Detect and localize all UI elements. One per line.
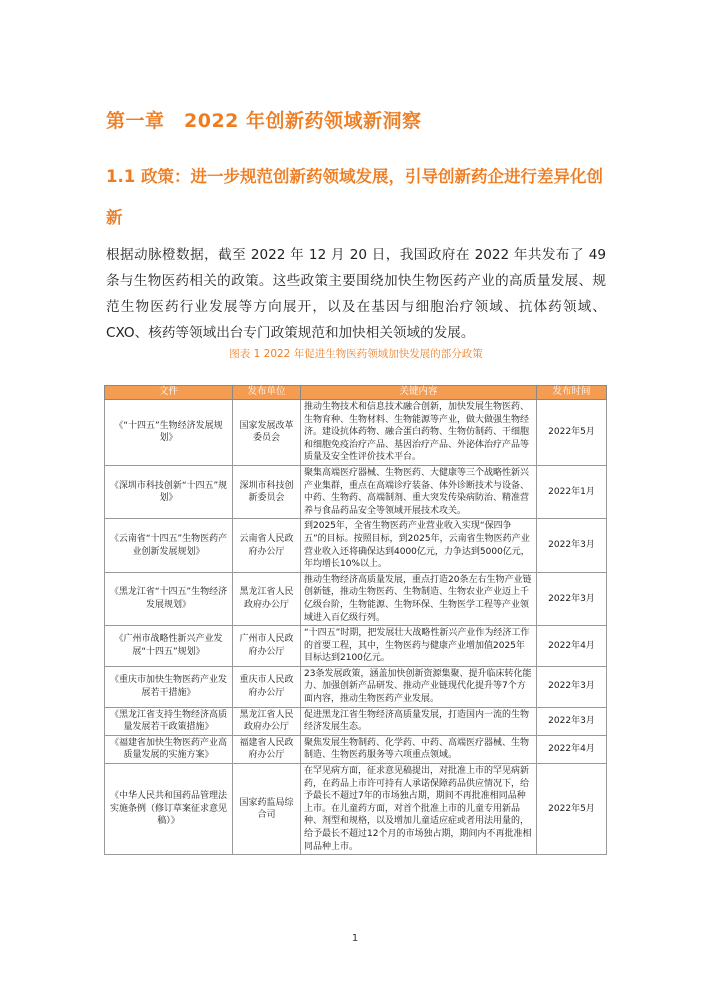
- table-row: [105, 626, 607, 667]
- section-title: 1.1 政策：进一步规范创新药领域发展，引导创新药企进行差异化创新: [106, 167, 603, 227]
- policy-document: 《中华人民共和国药品管理法实施条例（修订草案征求意见稿）》: [105, 764, 233, 855]
- policy-publisher: 云南省人民政府办公厅: [233, 519, 301, 572]
- policy-release-date: 2022年3月: [537, 519, 607, 572]
- header-document: 文件: [105, 386, 233, 400]
- policy-publisher: 国家发展改革委员会: [233, 400, 301, 466]
- policy-document: 《黑龙江省支持生物经济高质量发展若干政策措施》: [105, 707, 233, 735]
- policy-key-content: 推动生物经济高质量发展，重点打造20条左右生物产业链创新链，推动生物医药、生物制造、生物农业产业迈上千亿级台阶，生物能源、生物环保、生物医学工程等产业领域进入百亿级行列。: [301, 572, 537, 625]
- policy-table: [104, 385, 607, 855]
- policy-document: 《广州市战略性新兴产业发展“十四五”规划》: [105, 626, 233, 667]
- policy-key-content: 到2025年，全省生物医药产业营业收入实现“保四争五”的目标。按照目标，到2025年，云南省生物医药产业营业收入还将确保达到4000亿元，力争达到5000亿元，年均增长10%以上。: [301, 519, 537, 572]
- table-row: [105, 572, 607, 625]
- policy-publisher: 深圳市科技创新委员会: [233, 465, 301, 518]
- policy-key-content: 聚焦发展生物制药、化学药、中药、高端医疗器械、生物制造、生物医药服务等六项重点领域。: [301, 735, 537, 763]
- policy-publisher: 重庆市人民政府办公厅: [233, 666, 301, 707]
- table-row: [105, 465, 607, 518]
- policy-publisher: 黑龙江省人民政府办公厅: [233, 707, 301, 735]
- policy-document: 《重庆市加快生物医药产业发展若干措施》: [105, 666, 233, 707]
- table-row: [105, 764, 607, 855]
- policy-release-date: 2022年3月: [537, 572, 607, 625]
- policy-document: 《云南省“十四五”生物医药产业创新发展规划》: [105, 519, 233, 572]
- table-row: [105, 735, 607, 763]
- header-publisher: 发布单位: [233, 386, 301, 400]
- table-row: [105, 519, 607, 572]
- policy-key-content: 在罕见病方面，征求意见稿提出，对批准上市的罕见病新药，在药品上市许可持有人承诺保障药品供应情况下，给予最长不超过7年的市场独占期，期间不再批准相同品种上市。在儿童药方面，对首个批准上市的儿童专用新品种、剂型和规格，以及增加儿童适应症或者用法用量的，给予最长不超过12个月的市场独占期，期间内不再批准相同品种上市。: [301, 764, 537, 855]
- page-number: 1: [351, 933, 359, 944]
- policy-document: 《“十四五”生物经济发展规划》: [105, 400, 233, 466]
- policy-document: 《深圳市科技创新“十四五”规划》: [105, 465, 233, 518]
- policy-release-date: 2022年4月: [537, 626, 607, 667]
- header-release-date: 发布时间: [537, 386, 607, 400]
- table-row: [105, 400, 607, 466]
- policy-key-content: “十四五”时期，把发展壮大战略性新兴产业作为经济工作的首要工程，其中，生物医药与健康产业增加值2025年目标达到2100亿元。: [301, 626, 537, 667]
- policy-publisher: 广州市人民政府办公厅: [233, 626, 301, 667]
- policy-key-content: 促进黑龙江省生物经济高质量发展，打造国内一流的生物经济发展生态。: [301, 707, 537, 735]
- policy-document: 《福建省加快生物医药产业高质量发展的实施方案》: [105, 735, 233, 763]
- policy-publisher: 国家药监局综合司: [233, 764, 301, 855]
- policy-publisher: 黑龙江省人民政府办公厅: [233, 572, 301, 625]
- chapter-title: 第一章 2022 年创新药领域新洞察: [106, 110, 422, 132]
- policy-document: 《黑龙江省“十四五”生物经济发展规划》: [105, 572, 233, 625]
- policy-release-date: 2022年3月: [537, 666, 607, 707]
- policy-key-content: 推动生物技术和信息技术融合创新，加快发展生物医药、生物育种、生物材料、生物能源等产业，做大做强生物经济。建设抗体药物、融合蛋白药物、生物仿制药、干细胞和细胞免疫治疗产品、基因治疗产品、外泌体治疗产品等质量及安全性评价技术平台。: [301, 400, 537, 466]
- policy-publisher: 福建省人民政府办公厅: [233, 735, 301, 763]
- policy-release-date: 2022年1月: [537, 465, 607, 518]
- table-row: [105, 707, 607, 735]
- figure-caption: 图表 1 2022 年促进生物医药领域加快发展的部分政策: [229, 348, 483, 360]
- policy-release-date: 2022年5月: [537, 400, 607, 466]
- body-paragraph: 根据动脉橙数据，截至 2022 年 12 月 20 日，我国政府在 2022 年共发布了 49 条与生物医药相关的政策。这些政策主要围绕加快生物医药产业的高质量发展、规范生物医药行业发展等方向展开，以及在基因与细胞治疗领域、抗体药领域、CXO、核药等领域出台专门政策规范和加快相关领域的发展。: [106, 247, 606, 341]
- policy-release-date: 2022年5月: [537, 764, 607, 855]
- table-header-row: [105, 386, 607, 400]
- policy-release-date: 2022年4月: [537, 735, 607, 763]
- policy-key-content: 23条发展政策，涵盖加快创新资源集聚、提升临床转化能力、加强创新产品研发、推动产业链现代化提升等7个方面内容，推动生物医药产业发展。: [301, 666, 537, 707]
- policy-key-content: 聚集高端医疗器械、生物医药、大健康等三个战略性新兴产业集群，重点在高端诊疗装备、体外诊断技术与设备、中药、生物药、高端制剂、重大突发传染病防治、精准营养与食品药品安全等领域开展技术攻关。: [301, 465, 537, 518]
- table-row: [105, 666, 607, 707]
- policy-release-date: 2022年3月: [537, 707, 607, 735]
- header-key-content: 关键内容: [301, 386, 537, 400]
